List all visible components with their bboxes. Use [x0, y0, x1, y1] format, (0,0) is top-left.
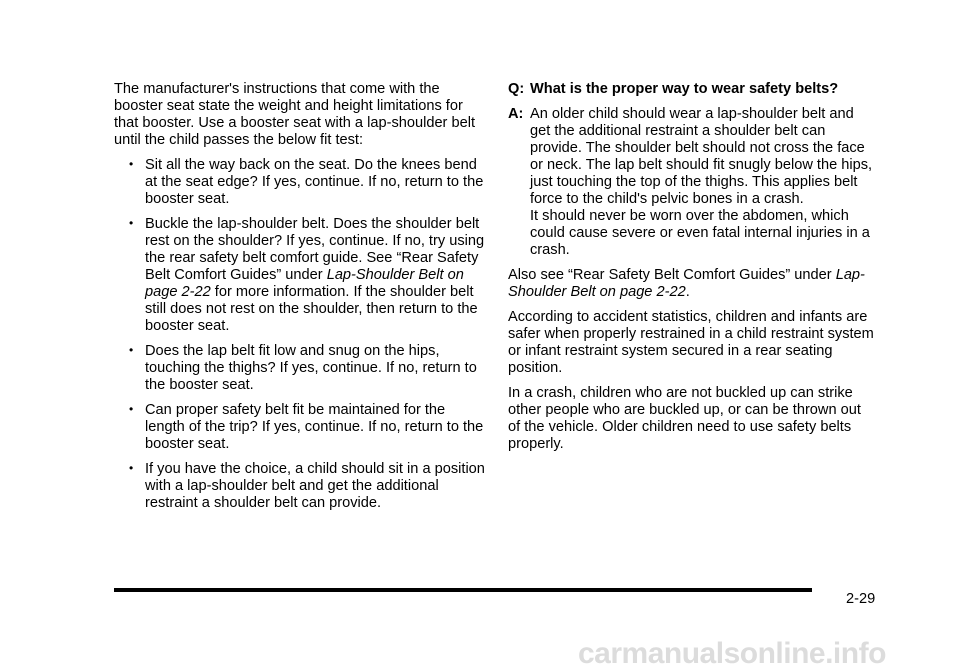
right-column: [508, 81, 874, 461]
list-item: • Can proper safety belt fit be maintained for the length of the trip? If yes, continue. If no, return to the booster seat.: [129, 402, 484, 452]
also-see-paragraph: Also see “Rear Safety Belt Comfort Guides” under Lap-Shoulder Belt on page 2-22.: [508, 267, 865, 300]
left-column: [114, 81, 486, 520]
page-number: 2-29: [846, 591, 876, 607]
question-label: Q:: [508, 81, 525, 97]
footer-rule: [114, 588, 812, 592]
bullet-icon: •: [129, 343, 134, 357]
crash-paragraph: In a crash, children who are not buckled up can strike other people who are buckled up, or can be thrown out of the vehicle. Older children need to use safety belts properly.: [508, 385, 861, 452]
statistics-paragraph: According to accident statistics, children and infants are safer when properly restrained in a child restraint system or infant restraint system secured in a rear seating position.: [508, 309, 874, 376]
bullet-icon: •: [129, 402, 134, 416]
question-block: [508, 81, 874, 98]
cross-reference-link[interactable]: Lap-Shoulder Belt on page 2-22: [508, 267, 865, 300]
list-item: • Sit all the way back on the seat. Do the knees bend at the seat edge? If yes, continue. If no, return to the booster seat.: [129, 157, 484, 207]
answer-text: An older child should wear a lap-shoulder belt and get the additional restraint a shoulder belt can provide. The shoulder belt should not cross the face or neck. The lap belt should fit snugly below the hips, just touching the top of the thighs. This applies belt force to the child's pelvic bones in a crash.: [530, 106, 873, 207]
answer-label: A:: [508, 106, 524, 122]
list-item: • Does the lap belt fit low and snug on the hips, touching the thighs? If yes, continue. If no, return to the booster seat.: [129, 343, 477, 393]
list-item: • Buckle the lap-shoulder belt. Does the shoulder belt rest on the shoulder? If yes, continue. If no, try using the rear safety belt comfort guide. See “Rear Safety Belt Comfort Guides” under Lap-Shoulder Belt on page 2-22 for more information. If the shoulder belt still does not rest on the shoulder, then return to the booster seat.: [129, 216, 485, 334]
watermark-logo: carmanualsonline.info: [578, 637, 886, 670]
answer-block: [508, 106, 874, 259]
bullet-icon: •: [129, 461, 134, 475]
fit-test-list: [114, 157, 486, 512]
list-item: • If you have the choice, a child should sit in a position with a lap-shoulder belt and get the additional restraint a shoulder belt can provide.: [129, 461, 485, 511]
intro-paragraph: The manufacturer's instructions that come with the booster seat state the weight and height limitations for that booster. Use a booster seat with a lap-shoulder belt until the child passes the below fit test:: [114, 81, 476, 148]
bullet-icon: •: [129, 216, 134, 230]
bullet-icon: •: [129, 157, 134, 171]
answer-text-continued: It should never be worn over the abdomen, which could cause severe or even fatal internal injuries in a crash.: [530, 208, 870, 258]
cross-reference-link[interactable]: Lap-Shoulder Belt on page 2-22: [145, 267, 464, 300]
question-text: What is the proper way to wear safety belts?: [530, 81, 839, 97]
